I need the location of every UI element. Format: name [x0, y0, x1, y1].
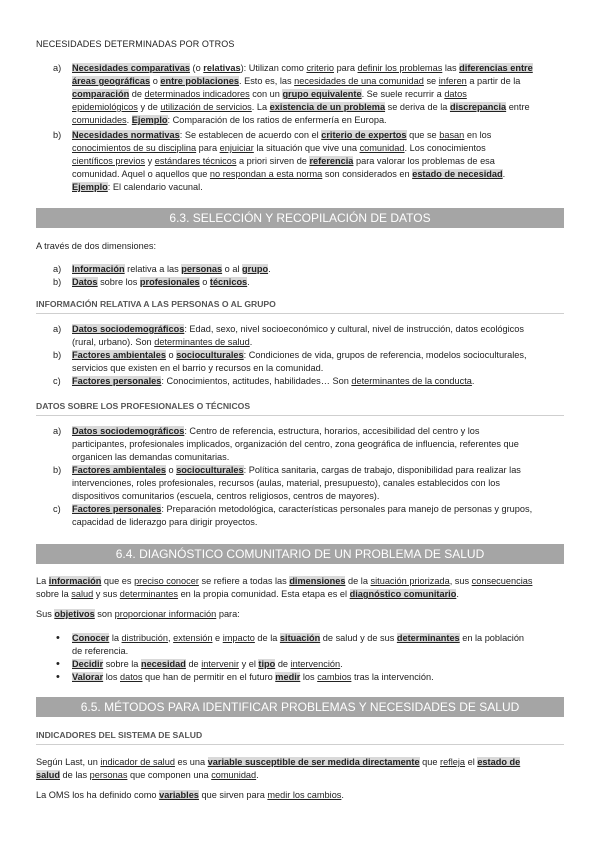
s63-personas-list: a) Datos sociodemográficos: Edad, sexo, nivel socioeconómico y cultural, nivel de instrucción, datos ecológicos (rural, urbano). Son determinantes de salud. b) Factores ambientales o socioculturales: Condiciones de vida, grupos de referencia, modelos socioculturales, servicios que existen en el barrio y recursos en la comunidad. c) Factores personales: Conocimientos, actitudes, habilidades… Son determinantes de la conducta. — [53, 324, 527, 386]
subheading-profesionales: DATOS SOBRE LOS PROFESIONALES O TÉCNICOS — [36, 400, 564, 416]
list-marker: b) — [53, 130, 62, 140]
section-heading-6-3: 6.3. SELECCIÓN Y RECOPILACIÓN DE DATOS — [36, 208, 564, 228]
list-marker: b) — [53, 465, 62, 475]
s65-paragraph: Según Last, un indicador de salud es una variable susceptible de ser medida directamente que refleja el estado de salud de las personas que componen una comunidad. — [36, 757, 521, 780]
subheading-personas: INFORMACIÓN RELATIVA A LAS PERSONAS O AL GRUPO — [36, 298, 564, 314]
s64-objectives-intro: Sus objetivos son proporcionar información para: — [36, 609, 240, 619]
line: científicos previos y estándares técnicos a priori sirven de referencia para valorar los problemas de esa — [72, 156, 495, 166]
line: conocimientos de su disciplina para enjuiciar la situación que vive una comunidad. Los conocimientos — [72, 143, 486, 153]
section-heading-6-5: 6.5. MÉTODOS PARA IDENTIFICAR PROBLEMAS Y NECESIDADES DE SALUD — [36, 697, 564, 717]
line: comparación de determinados indicadores con un grupo equivalente. Se suele recurrir a datos — [72, 89, 467, 99]
list-marker: a) — [53, 426, 62, 436]
list-marker: c) — [53, 376, 61, 386]
s63-intro: A través de dos dimensiones: — [36, 241, 157, 251]
line: comunidad. Aquel o aquellos que no respondan a esta norma son considerados en estado de necesidad. — [72, 169, 506, 179]
s63-profesionales-list: a) Datos sociodemográficos: Centro de referencia, estructura, horarios, accesibilidad del centro y los participantes, profesionales implicados, organización del centro, zona geográfica de influencia, referentes que organicen las demandas comunitarias. b) Factores ambientales o socioculturales: Política sanitaria, cargas de trabajo, disponibilidad para realizar las intervenciones, roles profesionales, recursos (aulas, material, presupuesto), canales establecidos con los dispositivos comunitarios (escuela, centros religiosos, centros de mayores). c) Factores personales: Preparación metodológica, características personales para manejo de personas y grupos, capacidad de liderazgo para dirigir proyectos. — [53, 426, 533, 527]
need-normative — [36, 129, 564, 194]
list-marker: a) — [53, 324, 62, 334]
bullet-icon: • — [56, 632, 60, 644]
subheading-indicadores: INDICADORES DEL SISTEMA DE SALUD — [36, 729, 564, 745]
s64-paragraph: La información que es preciso conocer se refiere a todas las dimensiones de la situación priorizada, sus consecuencias sobre la salud y sus determinantes en la propia comunidad. Esta etapa es el diagnóstico comunitario. — [36, 576, 533, 599]
list-item: • Conocer la distribución, extensión e impacto de la situación de salud y de sus determinantes en la población de referencia. — [56, 632, 525, 656]
bullet-icon: • — [56, 658, 60, 670]
list-marker: b) — [53, 277, 62, 287]
line: comunidades. Ejemplo: Comparación de los ratios de enfermería en Europa. — [72, 115, 387, 125]
list-marker: c) — [53, 504, 61, 514]
list-item: • Valorar los datos que han de permitir en el futuro medir los cambios tras la intervención. — [56, 671, 434, 683]
s65-oms-definition: La OMS los ha definido como variables que sirven para medir los cambios. — [36, 790, 344, 800]
list-marker: b) — [53, 350, 62, 360]
line: Ejemplo: El calendario vacunal. — [72, 182, 203, 192]
running-header: NECESIDADES DETERMINADAS POR OTROS — [36, 39, 235, 49]
line: Necesidades comparativas (o relativas): Utilizan como criterio para definir los problemas las diferencias entre — [72, 63, 533, 73]
line: Necesidades normativas: Se establecen de acuerdo con el criterio de expertos que se basan en los — [72, 130, 492, 140]
list-marker: a) — [53, 264, 62, 274]
bullet-icon: • — [56, 671, 60, 683]
section-heading-6-4: 6.4. DIAGNÓSTICO COMUNITARIO DE UN PROBLEMA DE SALUD — [36, 544, 564, 564]
list-item: • Decidir sobre la necesidad de intervenir y el tipo de intervención. — [56, 658, 343, 670]
need-comparative — [36, 62, 564, 127]
list-marker: a) — [53, 63, 62, 73]
s63-dimensions: a) Información relativa a las personas o al grupo. b) Datos sobre los profesionales o técnicos. — [53, 264, 271, 287]
s64-bullets — [36, 632, 564, 684]
line: áreas geográficas o entre poblaciones. Esto es, las necesidades de una comunidad se inferen a partir de la — [72, 76, 521, 86]
line: epidemiológicos y de utilización de servicios. La existencia de un problema se deriva de la discrepancia entre — [72, 102, 530, 112]
